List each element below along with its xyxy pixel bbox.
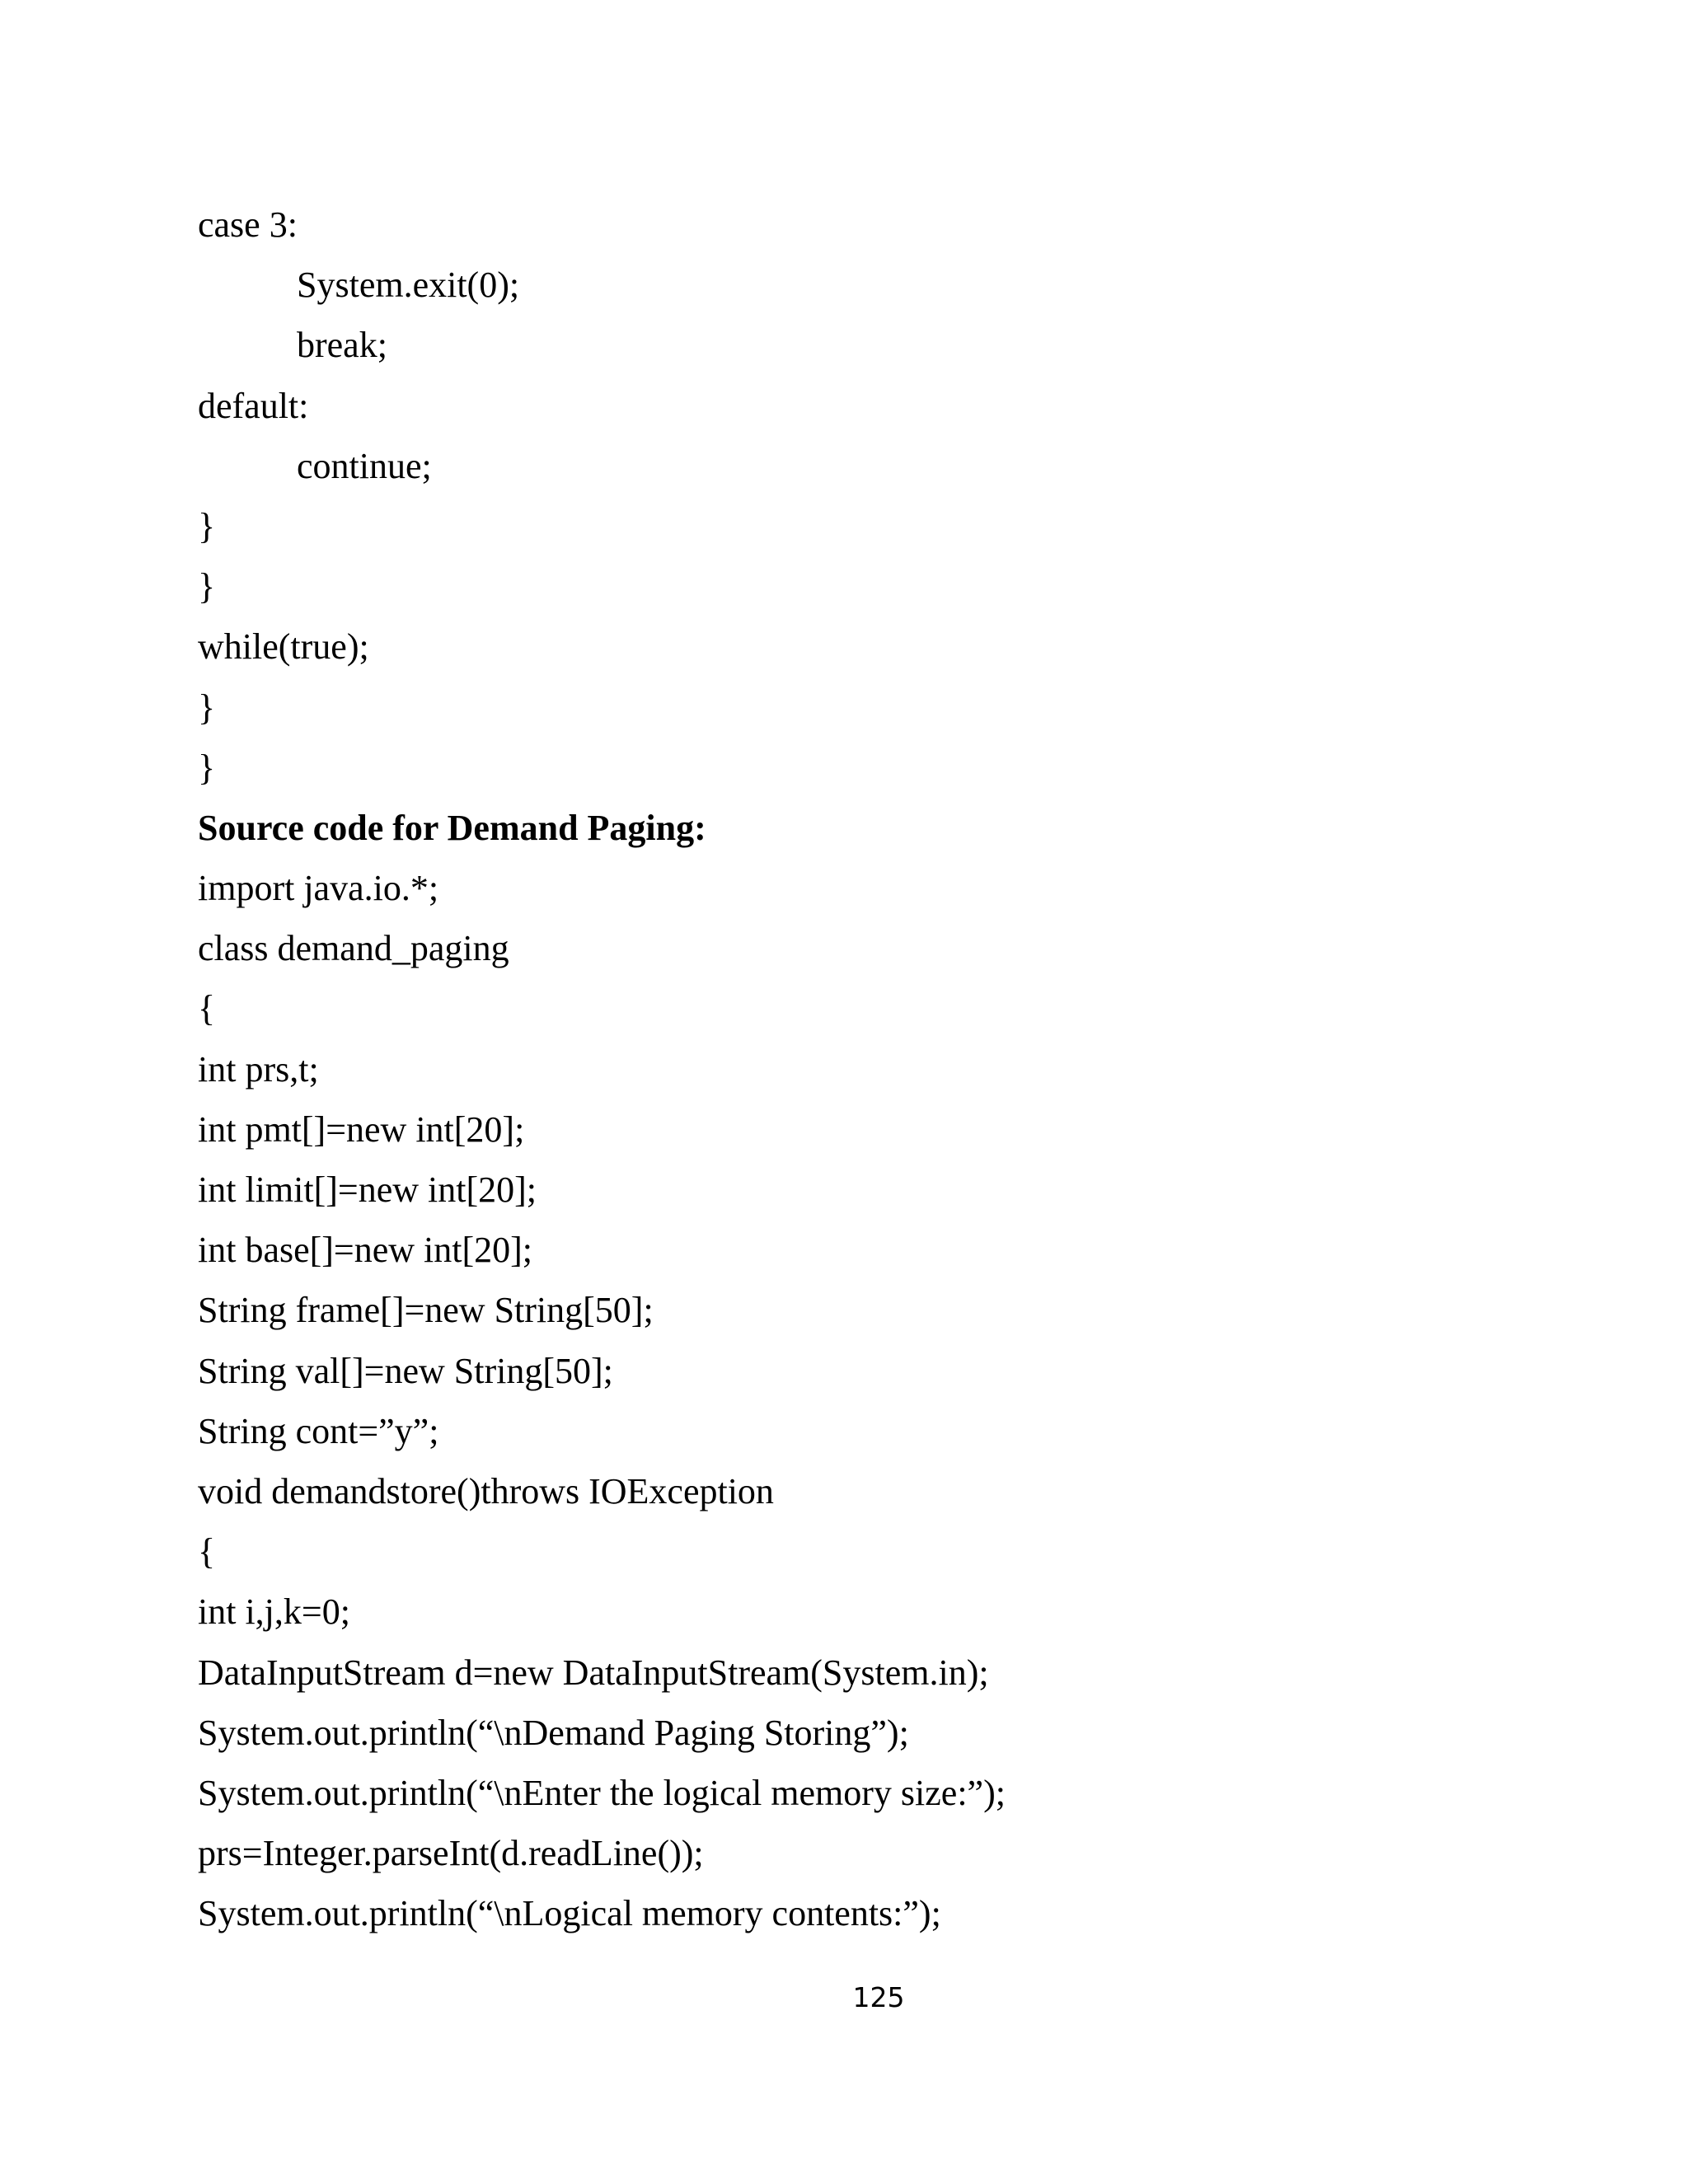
code-line: System.out.println(“\nLogical memory contents:”); xyxy=(198,1893,941,1934)
code-line: String val[]=new String[50]; xyxy=(198,1350,613,1391)
code-line: int limit[]=new int[20]; xyxy=(198,1169,537,1210)
code-line: { xyxy=(198,1531,216,1572)
code-line: } xyxy=(198,747,216,788)
code-line: System.out.println(“\nDemand Paging Storing”); xyxy=(198,1712,909,1753)
code-line: DataInputStream d=new DataInputStream(System.in); xyxy=(198,1652,989,1693)
code-line: break; xyxy=(297,325,387,366)
code-line: import java.io.*; xyxy=(198,868,439,909)
code-line: String frame[]=new String[50]; xyxy=(198,1290,654,1331)
code-listing xyxy=(198,194,1599,1943)
code-line: default: xyxy=(198,385,309,426)
code-line: System.exit(0); xyxy=(297,265,520,306)
code-line: while(true); xyxy=(198,626,369,668)
code-line: int prs,t; xyxy=(198,1048,319,1090)
code-line: System.out.println(“\nEnter the logical memory size:”); xyxy=(198,1772,1006,1813)
code-line: prs=Integer.parseInt(d.readLine()); xyxy=(198,1833,704,1874)
section-heading: Source code for Demand Paging: xyxy=(198,807,706,848)
code-line: case 3: xyxy=(198,204,298,245)
code-line: void demandstore()throws IOException xyxy=(198,1470,774,1511)
code-line: } xyxy=(198,566,216,607)
code-line: class demand_paging xyxy=(198,928,509,969)
code-line: int pmt[]=new int[20]; xyxy=(198,1108,525,1150)
code-line: String cont=”y”; xyxy=(198,1410,439,1451)
code-line: } xyxy=(198,505,216,546)
page-number: 125 xyxy=(852,1981,905,2013)
code-line: continue; xyxy=(297,445,432,486)
code-line: int i,j,k=0; xyxy=(198,1591,350,1633)
code-line: int base[]=new int[20]; xyxy=(198,1230,533,1271)
code-line: } xyxy=(198,687,216,728)
code-line: { xyxy=(198,988,216,1029)
